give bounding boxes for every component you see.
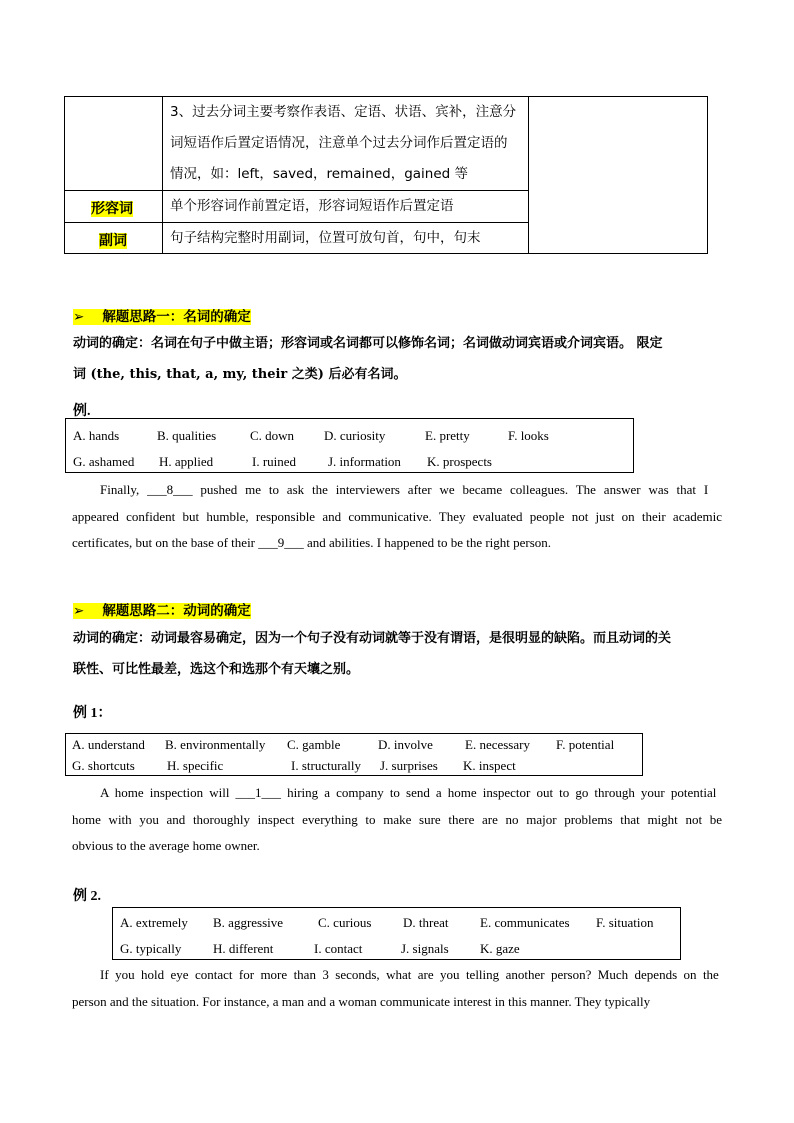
option: C. curious [318,915,372,930]
passage-line: Finally, ___8___ pushed me to ask the interviewers after we became colleagues. The answer was that I [100,482,709,497]
section1-desc-line-2: 词 (the, this, that, a, my, their 之类) 后必有名词。 [73,367,407,382]
section1-title: ➢ 解题思路一：名词的确定 [73,309,251,325]
option: C. gamble [287,737,341,752]
section2-desc-line-2: 联性、可比性最差，选这个和选那个有天壤之别。 [73,662,360,677]
section1-example-label: 例. [73,404,91,419]
example2-options-box [112,907,681,960]
option: J. signals [401,941,449,956]
table-row-1-line-1: 3、过去分词主要考察作表语、定语、状语、宾补，注意分 [170,104,517,120]
option: D. curiosity [324,428,386,443]
section2-example1-label: 例 1： [73,706,112,721]
option: F. potential [556,737,615,752]
passage-line: certificates, but on the base of their ___9___ and abilities. I happened to be the right person. [72,535,552,550]
option: B. environmentally [165,737,266,752]
option: G. shortcuts [72,758,135,773]
option: E. communicates [480,915,570,930]
option: B. aggressive [213,915,284,930]
passage-line: If you hold eye contact for more than 3 seconds, what are you telling another person? Much depends on the [100,967,719,982]
option: A. extremely [120,915,188,930]
summary-table [64,96,708,254]
option: I. ruined [252,454,297,469]
option: C. down [250,428,295,443]
passage-line: appeared confident but humble, responsible and communicative. They evaluated people not just on their academic [72,508,722,524]
section2-title: ➢ 解题思路二：动词的确定 [73,603,251,619]
arrow-bullet-icon: ➢ [73,603,85,619]
option: A. understand [72,737,145,752]
table-row-2-text: 单个形容词作前置定语，形容词短语作后置定语 [170,198,454,214]
arrow-bullet-icon: ➢ [73,309,85,325]
passage-line: home with you and thoroughly inspect everything to make sure there are no major problems that might not be [72,811,722,827]
option: I. contact [314,941,363,956]
option: E. necessary [465,737,530,752]
option: G. ashamed [73,454,135,469]
option: J. surprises [380,758,438,773]
table-row-3-label: 副词 [99,233,127,249]
option: A. hands [73,428,120,443]
option: I. structurally [291,758,362,773]
option: B. qualities [157,428,217,443]
option: H. different [213,941,274,956]
option: H. applied [159,454,214,469]
option: K. prospects [427,454,492,469]
section2-description [73,623,723,685]
option: G. typically [120,941,182,956]
option: K. gaze [480,941,520,956]
table-row-1-line-2: 词短语作后置定语情况，注意单个过去分词作后置定语的 [170,135,508,151]
option: J. information [328,454,401,469]
section2-desc-line-1: 动词的确定：动词最容易确定，因为一个句子没有动词就等于没有谓语，是很明显的缺陷。而且动词的关 [73,631,672,646]
example2-passage [72,962,722,1015]
option: E. pretty [425,428,470,443]
example1-options-box [65,733,643,776]
option: F. situation [596,915,654,930]
table-row-1-line-3: 情况，如：left，saved，remained，gained 等 [170,166,469,182]
passage-line: person and the situation. For instance, a man and a woman communicate interest in this manner. They typically [72,993,651,1009]
option: K. inspect [463,758,516,773]
table-row-2-label: 形容词 [91,201,133,217]
section2-example2-label: 例 2. [73,889,101,904]
section1-description [73,328,723,390]
option: D. involve [378,737,433,752]
option: D. threat [403,915,449,930]
example1-passage [72,780,722,860]
passage-line: A home inspection will ___1___ hiring a company to send a home inspector out to go through your potential [100,785,717,800]
section1-desc-line-1: 动词的确定：名词在句子中做主语；形容词或名词都可以修饰名词；名词做动词宾语或介词宾语。 限定 [73,336,663,351]
table-row-3-text: 句子结构完整时用副词，位置可放句首，句中，句末 [170,230,481,246]
option: F. looks [508,428,549,443]
section1-passage [72,477,722,557]
option: H. specific [167,758,224,773]
section1-options-box [65,418,634,473]
passage-line: obvious to the average home owner. [72,838,260,853]
